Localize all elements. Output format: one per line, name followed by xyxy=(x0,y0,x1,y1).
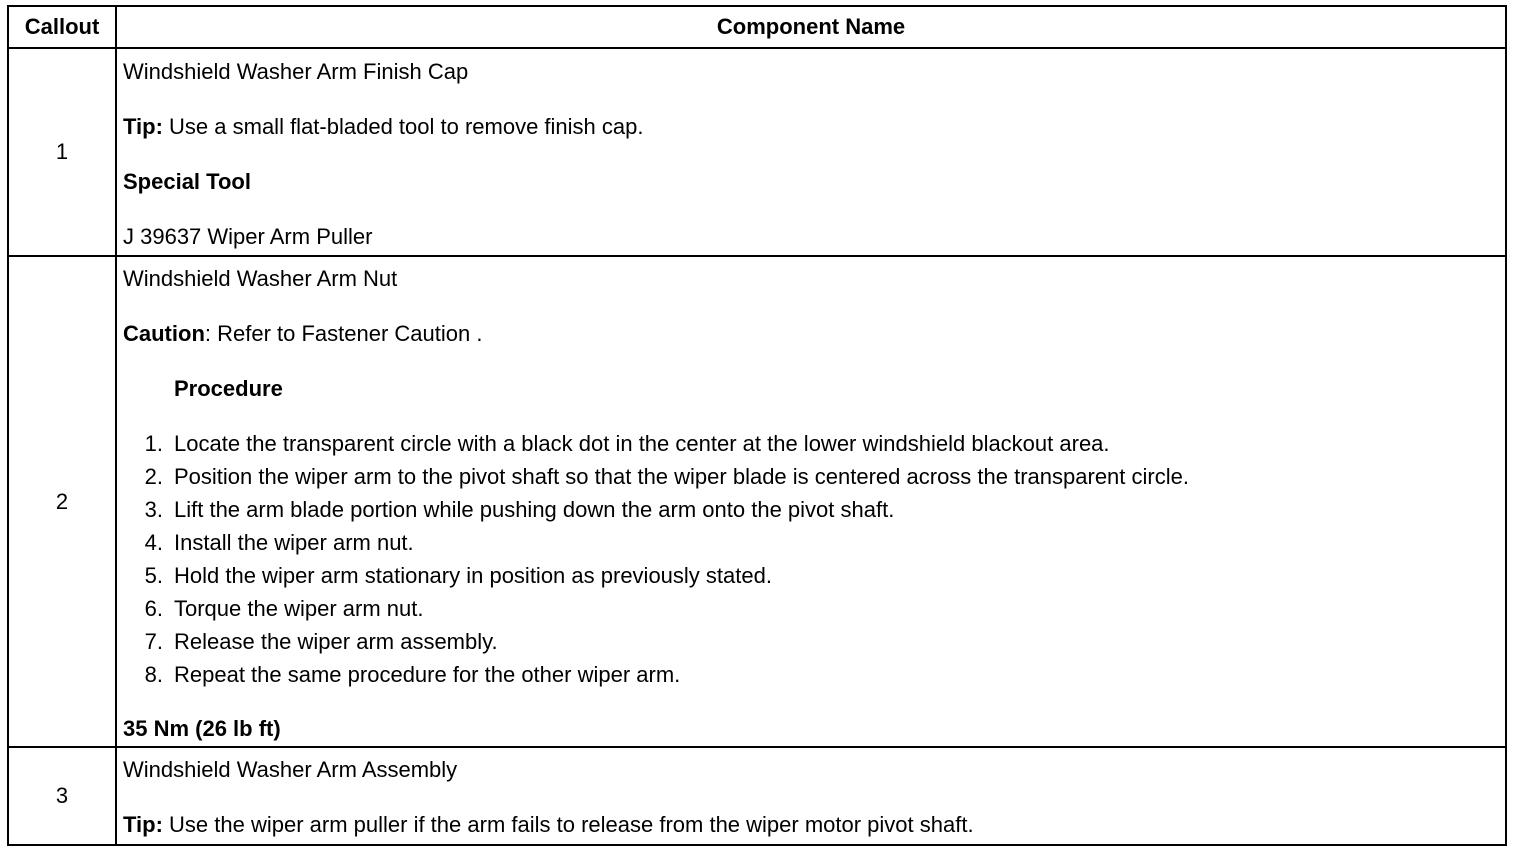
header-callout: Callout xyxy=(9,7,117,47)
tip-label: Tip: xyxy=(123,812,163,837)
procedure-heading: Procedure xyxy=(174,376,283,401)
component-name: Windshield Washer Arm Assembly xyxy=(123,757,458,782)
step-number: 5. xyxy=(144,563,163,588)
table-row xyxy=(9,49,1505,257)
component-table xyxy=(7,5,1507,846)
component-cell xyxy=(117,49,1505,255)
callout-cell: 1 xyxy=(9,49,117,255)
step-text: Repeat the same procedure for the other wiper arm. xyxy=(174,662,681,687)
callout-cell: 3 xyxy=(9,748,117,844)
step-text: Position the wiper arm to the pivot shaft so that the wiper blade is centered across the transparent circle. xyxy=(174,464,1189,489)
tip xyxy=(123,114,643,140)
step-number: 1. xyxy=(144,431,163,456)
tip-text: Use the wiper arm puller if the arm fails to release from the wiper motor pivot shaft. xyxy=(162,812,974,837)
callout-cell: 2 xyxy=(9,257,117,746)
component-cell xyxy=(117,748,1505,844)
header-component-name: Component Name xyxy=(716,14,906,39)
step-number: 2. xyxy=(144,464,163,489)
step-text: Locate the transparent circle with a black dot in the center at the lower windshield blackout area. xyxy=(174,431,1110,456)
step-number: 6. xyxy=(144,596,163,621)
caution-text: : Refer to Fastener Caution . xyxy=(204,321,483,346)
special-tool-label: Special Tool xyxy=(123,169,251,194)
step-text: Torque the wiper arm nut. xyxy=(174,596,424,621)
step-number: 3. xyxy=(144,497,163,522)
step-number: 4. xyxy=(144,530,163,555)
tip xyxy=(123,812,974,838)
step-text: Install the wiper arm nut. xyxy=(174,530,414,555)
step-number: 7. xyxy=(144,629,163,654)
step-text: Release the wiper arm assembly. xyxy=(174,629,498,654)
step-number: 8. xyxy=(144,662,163,687)
table-header-row xyxy=(9,7,1505,49)
tip-label: Tip: xyxy=(123,114,163,139)
component-name: Windshield Washer Arm Nut xyxy=(123,266,398,291)
special-tool-value: J 39637 Wiper Arm Puller xyxy=(123,224,373,249)
table-row xyxy=(9,257,1505,748)
step-text: Hold the wiper arm stationary in position as previously stated. xyxy=(174,563,772,588)
tip-text: Use a small flat-bladed tool to remove finish cap. xyxy=(162,114,644,139)
component-cell xyxy=(117,257,1505,746)
step-text: Lift the arm blade portion while pushing down the arm onto the pivot shaft. xyxy=(174,497,895,522)
component-name: Windshield Washer Arm Finish Cap xyxy=(123,59,469,84)
torque-spec: 35 Nm (26 lb ft) xyxy=(123,716,281,741)
table-row xyxy=(9,748,1505,844)
caution-label: Caution xyxy=(123,321,205,346)
caution xyxy=(123,321,482,347)
